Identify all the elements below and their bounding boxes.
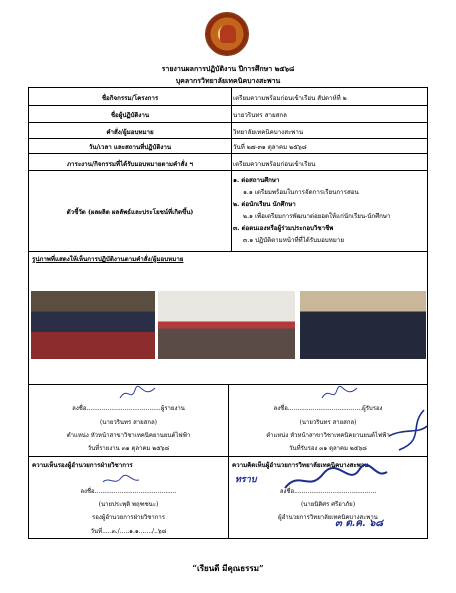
reporter-position: ตำแหน่ง หัวหน้าสาขาวิชาเทคนิคยานยนต์ไฟฟ้า [66,432,191,439]
deputy-date-line: วันที่.....๓./.....๑.๑......./..๖๘ [90,528,167,535]
director-handwritten-date: ๓ ต.ค. ๖๘ [335,518,384,529]
certifier-name: (นายวรินทร สายสกล) [299,419,357,426]
report-title: รายงานผลการปฏิบัติงาน ปีการศึกษา ๒๕๖๘ [161,64,295,73]
datetime-label: วัน/เวลา และสถานที่ปฏิบัติงาน [88,144,172,151]
order-value: วิทยาลัยเทคนิคบางสะพาน [233,129,304,136]
indicator-label: ตัวชี้วัด (ผลผลิต ผลลัพธ์และประโยชน์ที่เกิดขึ้น) [66,209,194,216]
row-operator [29,106,427,123]
report-table [28,87,428,539]
activity-label: ชื่อกิจกรรม/โครงการ [101,95,159,102]
divider-comments [29,456,427,457]
director-large-signature [379,406,429,456]
row-indicator [29,171,427,252]
director-position: ผู้อำนวยการวิทยาลัยเทคนิคบางสะพาน [278,514,378,521]
director-note: ทราบ [235,475,257,485]
certifier-signature [319,384,359,404]
indicator-item-2: ๒. ต่อนักเรียน นักศึกษา [233,201,296,208]
deputy-heading: ความเห็นรองผู้อำนวยการฝ่ายวิชาการ [32,462,133,469]
activity-photo-3 [300,291,426,359]
deputy-name: (นายประพุติ พฤฑชนะ) [98,501,159,508]
certifier-date: วันที่รับรอง ๓๑ ตุลาคม ๒๕๖๘ [289,445,367,452]
certifier-position: ตำแหน่ง หัวหน้าสาขาวิชาเทคนิคยานยนต์ไฟฟ้า [266,432,390,439]
reporter-signature [117,384,157,404]
indicator-item-3-1: ๓.๑ ปฏิบัติตามหน้าที่ที่ได้รับมอบหมาย [243,237,344,244]
director-sign-line: ลงชื่อ........................................... [279,488,377,495]
row-activity [29,88,427,106]
mission-label: ภาระงาน/กิจกรรมที่ได้รับมอบหมายตามคำสั่ง ฯ [66,161,194,168]
reporter-name: (นายวรินทร สายสกล) [100,419,157,426]
datetime-value: วันที่ ๒๗-๓๑ ตุลาคม ๒๕๖๘ [233,144,307,151]
footer-motto: “เรียนดี มีคุณธรรม” [192,563,264,573]
row-datetime [29,139,427,154]
indicator-item-1-1: ๑.๑ เตรียมพร้อมในการจัดการเรียนการสอน [243,189,359,196]
indicator-item-2-1: ๒.๑ เพื่อเตรียมการพัฒนาต่อยอดให้แก่นักเรียน-นักศึกษา [243,213,391,220]
activity-photo-2 [158,291,295,359]
row-mission [29,154,427,171]
college-logo [205,12,249,56]
indicator-item-1: ๑. ต่อสถานศึกษา [233,177,280,184]
director-name: (นายนิติศร ศรีอาภัย) [300,501,356,508]
reporter-sign-line: ลงชื่อ.......................................ผู้รายงาน [72,405,185,412]
report-subtitle: บุคลากรวิทยาลัยเทคนิคบางสะพาน [175,76,281,85]
deputy-position: รองผู้อำนวยการฝ่ายวิชาการ [92,514,165,521]
photos-label: รูปภาพที่แสดงให้เห็นการปฏิบัติงานตามคำสั่ง/ผู้มอบหมาย [32,256,184,263]
mission-value: เตรียมความพร้อมก่อนเข้าเรียน [233,161,316,168]
reporter-date: วันที่รายงาน ๓๑ ตุลาคม ๒๕๖๘ [87,445,170,452]
activity-value: เตรียมความพร้อมก่อนเข้าเรียน สัปดาห์ที่ ๒ [233,95,347,102]
row-order [29,123,427,139]
operator-value: นายวรินทร สายสกล [233,112,287,119]
column-divider [231,88,232,252]
activity-photo-1 [31,291,155,359]
certifier-sign-line: ลงชื่อ.......................................ผู้รับรอง [273,405,383,412]
director-heading: ความคิดเห็นผู้อำนวยการวิทยาลัยเทคนิคบางสะพาน [232,462,369,469]
operator-label: ชื่อผู้ปฏิบัติงาน [110,112,150,119]
order-label: คำสั่ง/ผู้มอบหมาย [106,129,154,136]
indicator-item-3: ๓. ต่อตนเองหรือผู้ร่วมประกอบวิชาชีพ [233,225,334,232]
deputy-sign-line: ลงชื่อ........................................... [80,488,177,495]
